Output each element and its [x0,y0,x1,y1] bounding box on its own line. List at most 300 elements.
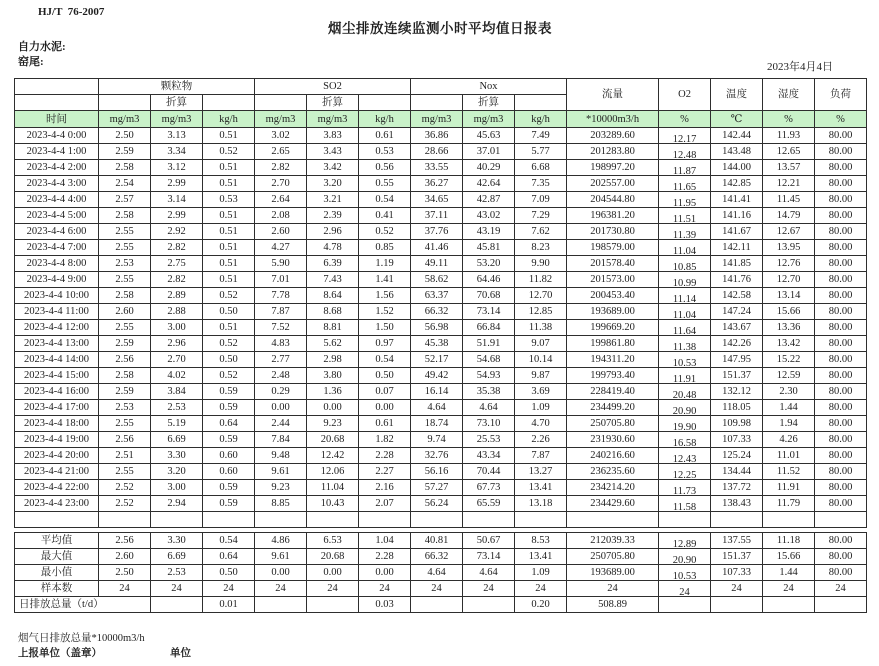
unit-cell: kg/h [515,111,567,128]
data-cell: 201730.80 [567,224,659,240]
data-cell: 11.79 [763,496,815,512]
data-cell: 250705.80 [567,416,659,432]
data-cell: 11.87 [659,160,711,176]
data-cell: 2.28 [359,549,411,565]
data-cell: 80.00 [815,565,867,581]
data-cell: 18.74 [411,416,463,432]
data-cell: 107.33 [711,565,763,581]
flow-total-note: 烟气日排放总量*10000m3/h [18,633,145,644]
data-cell: 2.48 [255,368,307,384]
data-cell: 80.00 [815,208,867,224]
data-cell: 138.43 [711,496,763,512]
data-cell: 20.90 [659,549,711,565]
data-cell: 7.87 [255,304,307,320]
data-cell: 37.01 [463,144,515,160]
data-cell: 2.98 [307,352,359,368]
data-cell: 10.53 [659,352,711,368]
unit-label: 单位 [170,648,191,659]
table-row [15,416,867,432]
data-cell: 20.68 [307,432,359,448]
data-cell: 2.82 [255,160,307,176]
data-cell: 45.81 [463,240,515,256]
data-cell: 7.87 [515,448,567,464]
data-cell: 13.36 [763,320,815,336]
data-cell: 70.44 [463,464,515,480]
data-cell: 0.00 [307,565,359,581]
data-cell: 49.42 [411,368,463,384]
data-cell: 2.26 [515,432,567,448]
data-cell: 20.48 [659,384,711,400]
data-cell: 2.27 [359,464,411,480]
data-cell: 0.51 [203,272,255,288]
data-cell: 2.55 [99,240,151,256]
data-cell: 12.76 [763,256,815,272]
data-cell: 4.02 [151,368,203,384]
data-cell: 2.53 [151,565,203,581]
data-cell: 11.65 [659,176,711,192]
data-cell: 2.55 [99,464,151,480]
data-cell: 57.27 [411,480,463,496]
data-cell: 234499.20 [567,400,659,416]
data-cell: 7.49 [515,128,567,144]
data-cell: 2.52 [99,496,151,512]
data-cell: 1.09 [515,400,567,416]
data-cell: 2.58 [99,160,151,176]
page-title: 烟尘排放连续监测小时平均值日报表 [328,21,552,36]
data-cell: 0.52 [203,368,255,384]
report-unit-label: 上报单位（盖章） [18,648,102,659]
data-cell: 2.59 [99,384,151,400]
data-cell: 11.04 [659,304,711,320]
data-cell: 13.27 [515,464,567,480]
data-cell: 65.59 [463,496,515,512]
data-cell: 202557.00 [567,176,659,192]
data-cell: 2.99 [151,176,203,192]
table-row [15,144,867,160]
data-cell: 2.51 [99,448,151,464]
daily-total-nox: 0.20 [515,597,567,613]
data-cell: 11.64 [659,320,711,336]
data-cell: 0.50 [203,352,255,368]
data-cell: 32.76 [411,448,463,464]
data-cell: 125.24 [711,448,763,464]
data-cell: 4.64 [463,565,515,581]
data-cell: 50.67 [463,533,515,549]
data-cell: 194311.20 [567,352,659,368]
data-cell: 73.14 [463,549,515,565]
data-cell: 0.56 [359,160,411,176]
data-cell: 151.37 [711,549,763,565]
data-cell: 2.60 [99,304,151,320]
data-cell: 56.24 [411,496,463,512]
data-cell: 0.61 [359,128,411,144]
data-cell: 9.48 [255,448,307,464]
data-cell: 1.09 [515,565,567,581]
data-cell: 0.50 [203,304,255,320]
data-cell: 199793.40 [567,368,659,384]
data-cell: 10.43 [307,496,359,512]
row-label-cell: 2023-4-4 3:00 [15,176,99,192]
header-units-row [15,111,867,128]
empty-row [15,512,867,528]
row-label-cell: 2023-4-4 12:00 [15,320,99,336]
table-row [15,496,867,512]
data-cell: 11.73 [659,480,711,496]
data-cell: 80.00 [815,352,867,368]
row-label-cell: 2023-4-4 20:00 [15,448,99,464]
data-cell: 0.00 [255,565,307,581]
data-cell: 141.16 [711,208,763,224]
data-cell: 2.56 [99,352,151,368]
data-cell: 33.55 [411,160,463,176]
data-cell: 8.64 [307,288,359,304]
data-cell: 2.64 [255,192,307,208]
data-cell: 2.75 [151,256,203,272]
data-cell: 80.00 [815,272,867,288]
time-header: 时间 [15,111,99,128]
data-cell: 0.60 [203,448,255,464]
table-row [15,352,867,368]
data-cell: 12.42 [307,448,359,464]
data-cell: 2.96 [307,224,359,240]
data-cell: 200453.40 [567,288,659,304]
data-cell: 0.41 [359,208,411,224]
table-row [15,160,867,176]
data-cell: 13.41 [515,549,567,565]
data-cell: 35.38 [463,384,515,400]
row-label-cell: 2023-4-4 16:00 [15,384,99,400]
data-cell: 0.50 [203,565,255,581]
data-cell: 12.25 [659,464,711,480]
main-table [14,78,867,528]
data-cell: 25.53 [463,432,515,448]
data-cell: 6.53 [307,533,359,549]
data-cell: 12.70 [763,272,815,288]
data-cell: 6.69 [151,549,203,565]
data-cell: 6.39 [307,256,359,272]
data-cell: 0.59 [203,480,255,496]
unit-cell: mg/m3 [307,111,359,128]
data-cell: 2.55 [99,272,151,288]
data-cell: 11.04 [307,480,359,496]
data-cell: 12.21 [763,176,815,192]
data-cell: 0.59 [203,432,255,448]
data-cell: 0.51 [203,240,255,256]
data-cell: 5.77 [515,144,567,160]
data-cell: 80.00 [815,128,867,144]
data-cell: 7.84 [255,432,307,448]
data-cell: 54.68 [463,352,515,368]
data-cell: 2.82 [151,240,203,256]
data-cell: 80.00 [815,368,867,384]
group-particulate: 颗粒物 [99,79,255,95]
data-cell: 2.88 [151,304,203,320]
table-row [15,336,867,352]
data-cell: 0.52 [203,144,255,160]
data-cell: 0.51 [203,128,255,144]
row-label-cell: 2023-4-4 14:00 [15,352,99,368]
data-cell: 11.45 [763,192,815,208]
data-cell: 201283.80 [567,144,659,160]
table-row [15,272,867,288]
data-cell: 142.26 [711,336,763,352]
data-cell: 7.35 [515,176,567,192]
data-cell: 24 [567,581,659,597]
data-cell: 56.98 [411,320,463,336]
data-cell: 66.84 [463,320,515,336]
row-label-cell: 2023-4-4 15:00 [15,368,99,384]
data-cell: 11.91 [659,368,711,384]
row-label-cell: 2023-4-4 5:00 [15,208,99,224]
data-cell: 1.50 [359,320,411,336]
data-cell: 2.53 [151,400,203,416]
data-cell: 56.16 [411,464,463,480]
data-cell: 147.95 [711,352,763,368]
data-cell: 142.44 [711,128,763,144]
daily-total-flow: 508.89 [567,597,659,613]
data-cell: 0.52 [203,288,255,304]
standard-number: HJ/T 76-2007 [38,6,105,18]
data-cell: 24 [411,581,463,597]
data-cell: 203289.60 [567,128,659,144]
data-cell: 2.94 [151,496,203,512]
table-row [15,208,867,224]
col-humidity: 湿度 [763,79,815,111]
data-cell: 4.27 [255,240,307,256]
data-cell: 0.64 [203,416,255,432]
data-cell: 0.51 [203,160,255,176]
data-cell: 80.00 [815,224,867,240]
data-cell: 193689.00 [567,565,659,581]
data-cell: 80.00 [815,432,867,448]
data-cell: 9.74 [411,432,463,448]
data-cell: 0.51 [203,224,255,240]
data-cell: 2.59 [99,336,151,352]
data-cell: 2.77 [255,352,307,368]
data-cell: 11.38 [515,320,567,336]
data-cell: 9.23 [255,480,307,496]
data-cell: 1.36 [307,384,359,400]
data-cell: 1.52 [359,304,411,320]
data-cell: 49.11 [411,256,463,272]
row-label-cell: 2023-4-4 1:00 [15,144,99,160]
company-label: 自力水泥: [18,41,66,53]
data-cell: 12.43 [659,448,711,464]
row-label-cell: 2023-4-4 13:00 [15,336,99,352]
data-cell: 2.55 [99,416,151,432]
unit-cell: % [659,111,711,128]
table-row [15,128,867,144]
corner-cell [15,79,99,95]
data-cell: 64.46 [463,272,515,288]
data-cell: 80.00 [815,176,867,192]
data-cell: 13.95 [763,240,815,256]
data-cell: 8.68 [307,304,359,320]
data-cell: 198997.20 [567,160,659,176]
data-cell: 11.01 [763,448,815,464]
data-cell: 2.70 [255,176,307,192]
data-cell: 13.14 [763,288,815,304]
row-label-cell: 最大值 [15,549,99,565]
data-cell: 107.33 [711,432,763,448]
data-cell: 20.68 [307,549,359,565]
data-cell: 2.96 [151,336,203,352]
data-cell: 12.70 [515,288,567,304]
unit-cell: *10000m3/h [567,111,659,128]
row-label-cell: 2023-4-4 9:00 [15,272,99,288]
data-cell: 3.20 [307,176,359,192]
row-label-cell: 2023-4-4 23:00 [15,496,99,512]
data-cell: 2.65 [255,144,307,160]
data-cell: 0.97 [359,336,411,352]
table-row [15,549,867,565]
main-rows [15,128,867,512]
data-cell: 37.11 [411,208,463,224]
table-row [15,256,867,272]
data-cell: 10.85 [659,256,711,272]
data-cell: 118.05 [711,400,763,416]
data-cell: 80.00 [815,240,867,256]
data-cell: 24 [307,581,359,597]
data-cell: 73.10 [463,416,515,432]
data-cell: 80.00 [815,549,867,565]
data-cell: 1.04 [359,533,411,549]
unit-cell: mg/m3 [255,111,307,128]
data-cell: 142.85 [711,176,763,192]
data-cell: 132.12 [711,384,763,400]
data-cell: 3.00 [151,480,203,496]
data-cell: 228419.40 [567,384,659,400]
data-cell: 24 [203,581,255,597]
data-cell: 0.51 [203,256,255,272]
data-cell: 0.60 [203,464,255,480]
data-cell: 12.89 [659,533,711,549]
data-cell: 80.00 [815,496,867,512]
data-cell: 109.98 [711,416,763,432]
data-cell: 11.58 [659,496,711,512]
data-cell: 240216.60 [567,448,659,464]
data-cell: 0.52 [359,224,411,240]
data-cell: 2.60 [255,224,307,240]
converted-label: 折算 [151,95,203,111]
unit-cell: kg/h [359,111,411,128]
data-cell: 147.24 [711,304,763,320]
data-cell: 66.32 [411,549,463,565]
data-cell: 137.55 [711,533,763,549]
table-row [15,192,867,208]
data-cell: 4.70 [515,416,567,432]
table-row [15,432,867,448]
data-cell: 80.00 [815,144,867,160]
data-cell: 10.14 [515,352,567,368]
data-cell: 9.61 [255,549,307,565]
row-label-cell: 2023-4-4 11:00 [15,304,99,320]
data-cell: 11.18 [763,533,815,549]
unit-cell: mg/m3 [99,111,151,128]
data-cell: 0.00 [359,400,411,416]
data-cell: 3.30 [151,448,203,464]
data-cell: 141.67 [711,224,763,240]
row-label-cell: 2023-4-4 7:00 [15,240,99,256]
unit-cell: mg/m3 [411,111,463,128]
data-cell: 3.02 [255,128,307,144]
data-cell: 2.92 [151,224,203,240]
unit-cell: kg/h [203,111,255,128]
data-cell: 0.53 [359,144,411,160]
unit-cell: mg/m3 [151,111,203,128]
data-cell: 1.56 [359,288,411,304]
data-cell: 12.59 [763,368,815,384]
daily-total-so2: 0.03 [359,597,411,613]
data-cell: 7.43 [307,272,359,288]
data-cell: 3.83 [307,128,359,144]
row-label-cell: 2023-4-4 21:00 [15,464,99,480]
data-cell: 134.44 [711,464,763,480]
data-cell: 196381.20 [567,208,659,224]
data-cell: 9.07 [515,336,567,352]
data-cell: 58.62 [411,272,463,288]
data-cell: 141.76 [711,272,763,288]
data-cell: 2.70 [151,352,203,368]
table-row [15,581,867,597]
data-cell: 0.59 [203,400,255,416]
data-cell: 24 [763,581,815,597]
data-cell: 201573.00 [567,272,659,288]
location-label: 窑尾: [18,56,44,68]
table-row [15,400,867,416]
data-cell: 16.58 [659,432,711,448]
data-cell: 0.51 [203,176,255,192]
data-cell: 201578.40 [567,256,659,272]
data-cell: 2.16 [359,480,411,496]
data-cell: 1.94 [763,416,815,432]
data-cell: 2.53 [99,400,151,416]
row-label-cell: 2023-4-4 2:00 [15,160,99,176]
report-date: 2023年4月4日 [767,61,833,73]
data-cell: 12.06 [307,464,359,480]
data-cell: 80.00 [815,384,867,400]
data-cell: 9.90 [515,256,567,272]
daily-total-pm: 0.01 [203,597,255,613]
data-cell: 43.19 [463,224,515,240]
data-cell: 2.99 [151,208,203,224]
data-cell: 2.54 [99,176,151,192]
unit-cell: mg/m3 [463,111,515,128]
data-cell: 0.54 [359,192,411,208]
data-cell: 80.00 [815,288,867,304]
data-cell: 3.20 [151,464,203,480]
data-cell: 3.43 [307,144,359,160]
data-cell: 73.14 [463,304,515,320]
data-cell: 40.29 [463,160,515,176]
data-cell: 80.00 [815,400,867,416]
data-cell: 12.65 [763,144,815,160]
data-cell: 1.44 [763,565,815,581]
data-cell: 11.04 [659,240,711,256]
data-cell: 13.42 [763,336,815,352]
data-cell: 151.37 [711,368,763,384]
data-cell: 45.38 [411,336,463,352]
col-flow: 流量 [567,79,659,111]
data-cell: 24 [815,581,867,597]
data-cell: 24 [359,581,411,597]
col-load: 负荷 [815,79,867,111]
data-cell: 234214.20 [567,480,659,496]
data-cell: 2.89 [151,288,203,304]
row-label-cell: 平均值 [15,533,99,549]
data-cell: 0.59 [203,496,255,512]
data-cell: 4.83 [255,336,307,352]
